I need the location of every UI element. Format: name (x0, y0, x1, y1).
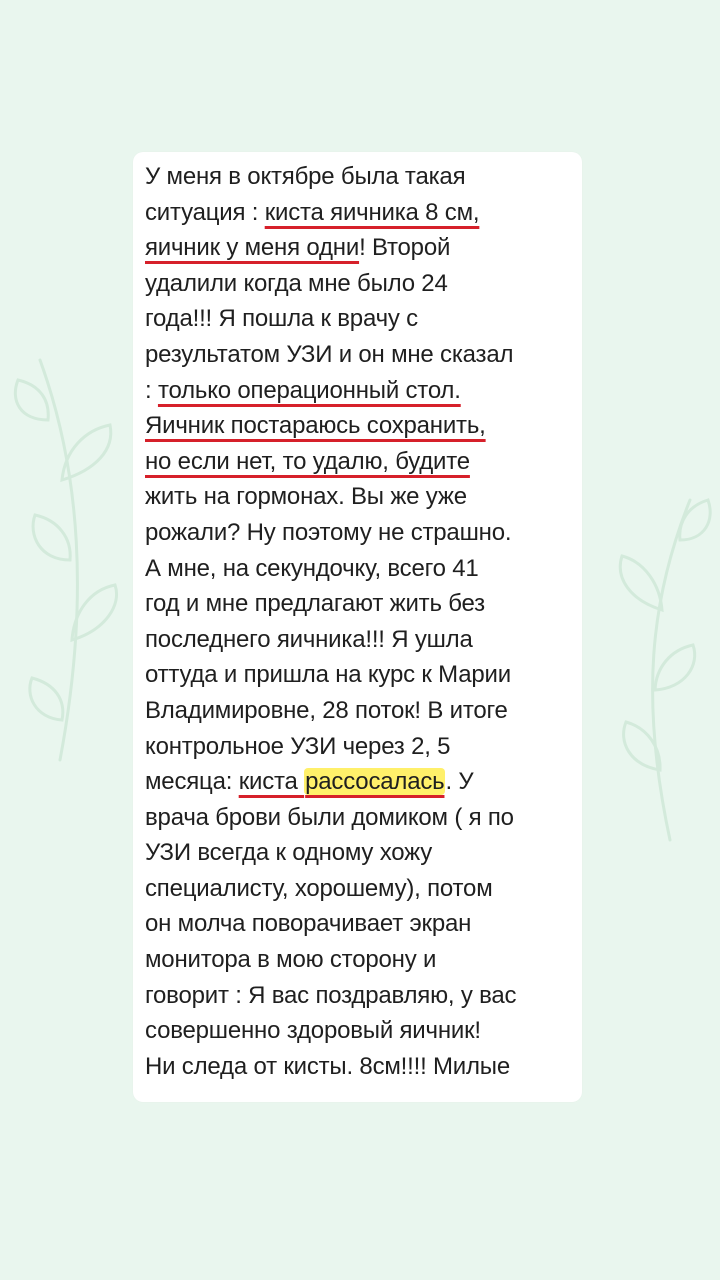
message-line: УЗИ всегда к одному хожу (145, 839, 433, 867)
message-line: яичник у меня одни! Второй (145, 234, 451, 262)
message-card (133, 152, 582, 1102)
message-line: удалили когда мне было 24 (145, 269, 448, 297)
message-line: он молча поворачивает экран (145, 910, 472, 938)
message-text (145, 159, 585, 1084)
message-line: : только операционный стол. (145, 376, 461, 404)
message-line: месяца: киста рассосалась. У (145, 768, 474, 796)
message-line: оттуда и пришла на курс к Марии (145, 661, 511, 689)
message-line: рожали? Ну поэтому не страшно. (145, 518, 512, 546)
underlined-phrase: но если нет, то удалю, будите (145, 447, 470, 475)
underlined-phrase: киста рассосалась (238, 768, 445, 796)
leaf-branch-left-icon (15, 360, 116, 760)
message-line: говорит : Я вас поздравляю, у вас (145, 981, 517, 1009)
message-line (145, 444, 585, 480)
message-line: контрольное УЗИ через 2, 5 (145, 732, 451, 760)
highlighted-word: рассосалась (305, 768, 445, 796)
underlined-phrase: киста яичника 8 см, (264, 198, 480, 226)
message-line: врача брови были домиком ( я по (145, 803, 514, 831)
message-line (145, 408, 585, 444)
underlined-phrase: Яичник постараюсь сохранить, (145, 412, 486, 440)
underlined-phrase: яичник у меня одни (145, 234, 360, 262)
message-line: монитора в мою сторону и (145, 946, 437, 974)
leaf-branch-right-icon (620, 500, 710, 840)
message-line: Ни следа от кисты. 8см!!!! Милые (145, 1052, 511, 1080)
message-line: жить на гормонах. Вы же уже (145, 483, 467, 511)
message-line: Владимировне, 28 поток! В итоге (145, 696, 508, 724)
message-line: У меня в октябре была такая (145, 163, 466, 190)
message-line: совершенно здоровый яичник! (145, 1017, 481, 1045)
message-line: ситуация : киста яичника 8 см, (145, 198, 480, 226)
message-line: год и мне предлагают жить без (145, 590, 485, 618)
underlined-phrase: только операционный стол. (157, 376, 461, 404)
message-line: А мне, на секундочку, всего 41 (145, 554, 479, 582)
message-line: результатом УЗИ и он мне сказал (145, 340, 514, 368)
message-line: последнего яичника!!! Я ушла (145, 625, 473, 653)
message-line: специалисту, хорошему), потом (145, 874, 493, 902)
message-line: года!!! Я пошла к врачу с (145, 305, 418, 333)
